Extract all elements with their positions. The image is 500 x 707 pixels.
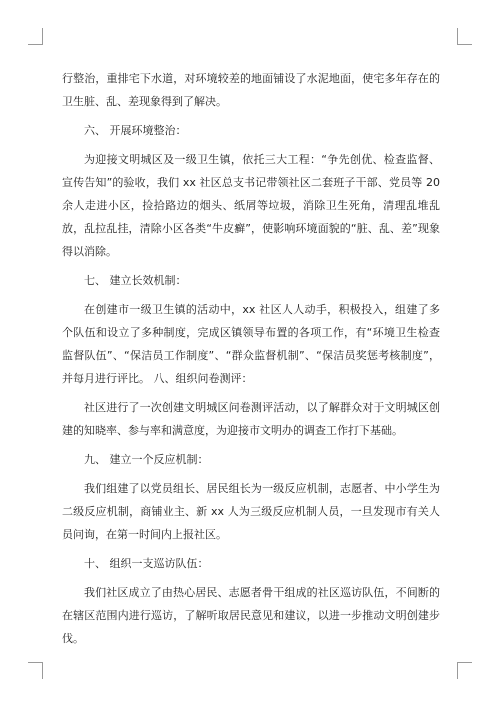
paragraph-patrol-team: 我们社区成立了由热心居民、志愿者骨干组成的社区巡访队伍，不间断的在辖区范围内进行巡访，了解听取居民意见和建议，以进一步推动文明创建步伐。 — [62, 586, 440, 645]
paragraph-continuation: 行整治，重排宅下水道，对环境较差的地面铺设了水泥地面，使宅多年存在的卫生脏、乱、差现象得到了解决。 — [62, 72, 440, 108]
crop-mark-bottom-left — [28, 662, 43, 679]
paragraph-response-mechanism: 我们组建了以党员组长、居民组长为一级反应机制，志愿者、中小学生为二级反应机制，商铺业主、新 xx 人为三级反应机制人员，一旦发现市有关人员问询，在第一时间内上报社区。 — [62, 482, 440, 541]
crop-mark-top-left — [28, 28, 43, 45]
heading-response-mechanism: 九、 建立一个反应机制： — [84, 453, 209, 466]
paragraph-environment-renovation: 为迎接文明城区及一级卫生镇，依托三大工程：“争先创优、检查监督、宣传告知”的验收，我们 xx 社区总支书记带领社区二套班子干部、党员等 20 余人走进小区，捡拾路边的烟头、纸屑等垃圾，消除卫生死角，清理乱堆乱放，乱拉乱挂，清除小区各类“牛皮癣”，使影响环境面貌的“脏、乱、差”现象得以消除。 — [62, 153, 440, 258]
heading-environment-renovation: 六、 开展环境整治： — [84, 124, 187, 137]
document-body — [62, 67, 440, 656]
paragraph-survey: 社区进行了一次创建文明城区问卷测评活动，以了解群众对于文明城区创建的知晓率、参与率和满意度，为迎接市文明办的调查工作打下基础。 — [62, 401, 440, 437]
heading-patrol-team: 十、 组织一支巡访队伍： — [84, 557, 209, 570]
heading-long-term-mechanism: 七、 建立长效机制： — [84, 274, 187, 287]
paragraph-long-term-mechanism: 在创建市一级卫生镇的活动中，xx 社区人人动手，积极投入，组建了多个队伍和设立了多种制度，完成区镇领导布置的各项工作，有“环境卫生检查监督队伍”、“保洁员工作制度”、“群众监督机制”、“保洁员奖惩考核制度”，并每月进行评比。 八、组织问卷测评： — [62, 303, 440, 385]
crop-mark-bottom-right — [457, 662, 472, 679]
crop-mark-top-right — [457, 28, 472, 45]
